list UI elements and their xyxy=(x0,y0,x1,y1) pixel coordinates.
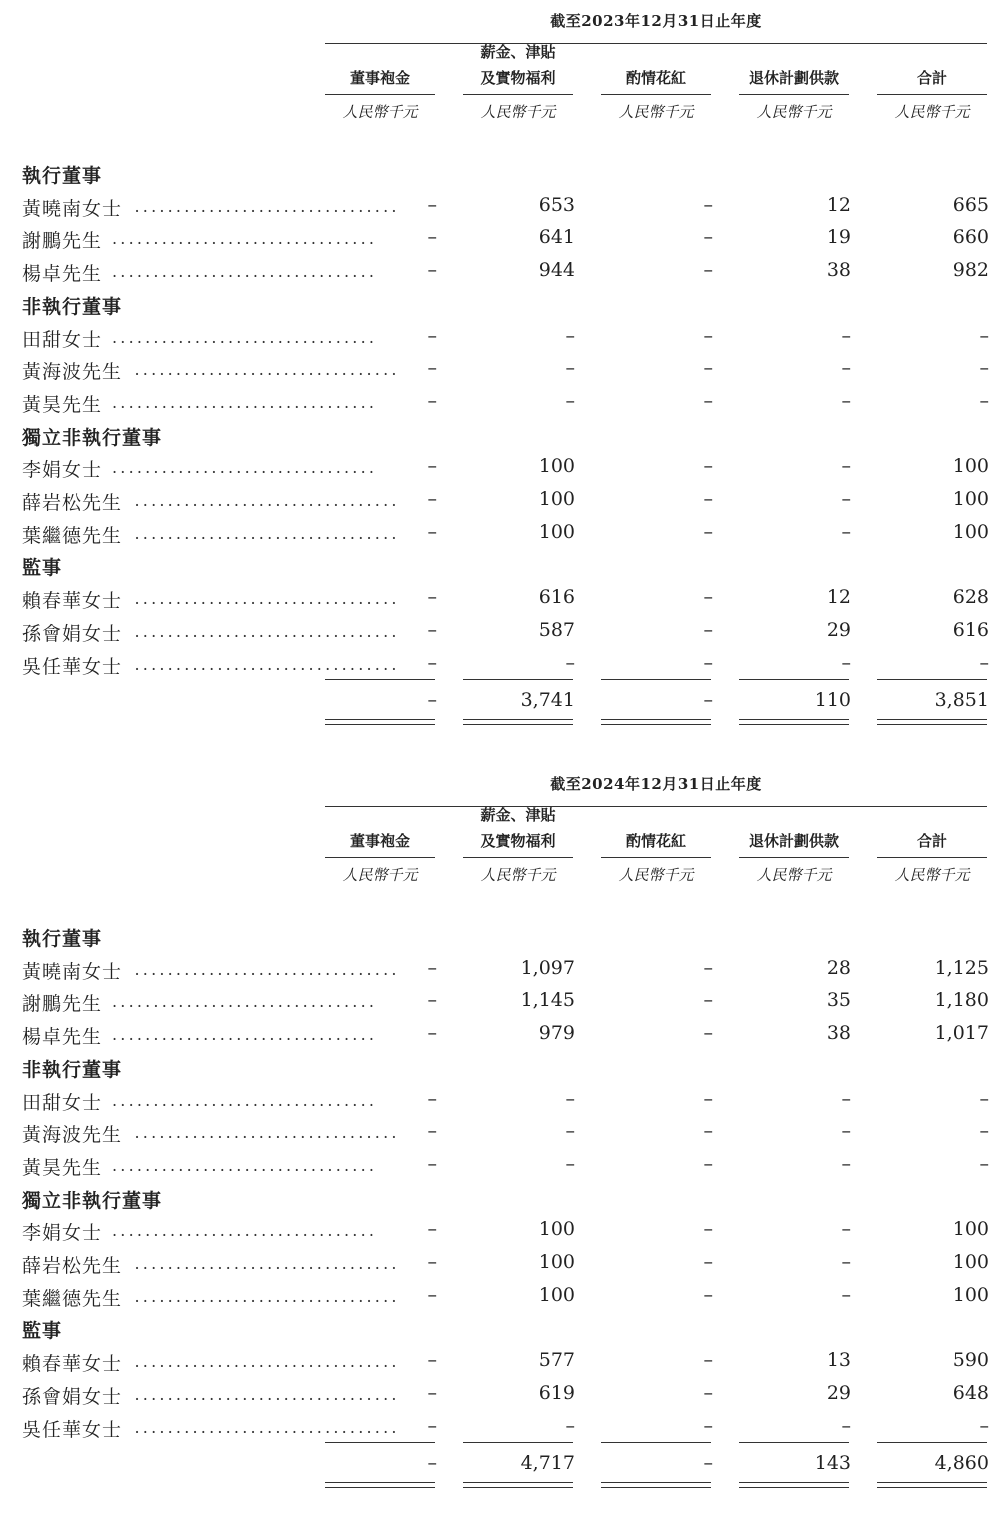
total-cell: 4,717 xyxy=(520,1452,575,1475)
unit-label: 人民幣千元 xyxy=(618,103,694,121)
director-name: 田甜女士 xyxy=(22,328,103,351)
value-cell: 628 xyxy=(952,586,989,609)
total-double-rule xyxy=(601,1482,711,1488)
value-cell: 38 xyxy=(826,259,851,282)
compensation-table-2 xyxy=(0,773,1000,1513)
total-cell: – xyxy=(427,1452,437,1475)
director-name: 黃昊先生 xyxy=(22,1156,103,1179)
subtotal-rule xyxy=(739,1442,849,1443)
value-cell: – xyxy=(703,651,713,674)
subtotal-rule xyxy=(877,1442,987,1443)
director-name: 黃昊先生 xyxy=(22,393,103,416)
section-title: 非執行董事 xyxy=(22,1058,123,1081)
director-name: 田甜女士 xyxy=(22,1091,103,1114)
subtotal-rule xyxy=(601,679,711,680)
leader-dots: ................................ xyxy=(112,229,378,249)
unit-label: 人民幣千元 xyxy=(342,866,418,884)
period-rule xyxy=(325,43,987,44)
unit-label: 人民幣千元 xyxy=(480,866,556,884)
column-header: 合計 xyxy=(916,69,947,87)
subtotal-rule xyxy=(463,1442,573,1443)
value-cell: 944 xyxy=(538,259,575,282)
total-double-rule xyxy=(325,719,435,725)
value-cell: – xyxy=(427,1283,437,1306)
value-cell: – xyxy=(703,1414,713,1437)
total-cell: 110 xyxy=(814,689,851,712)
value-cell: 29 xyxy=(826,1381,851,1404)
total-cell: – xyxy=(427,689,437,712)
value-cell: – xyxy=(427,1218,437,1241)
value-cell: 100 xyxy=(952,455,989,478)
value-cell: – xyxy=(427,1381,437,1404)
value-cell: – xyxy=(841,1283,851,1306)
value-cell: – xyxy=(427,389,437,412)
director-name: 黃海波先生 xyxy=(22,1124,123,1147)
value-cell: – xyxy=(427,651,437,674)
leader-dots: ................................ xyxy=(134,196,400,216)
section-title: 獨立非執行董事 xyxy=(22,1189,163,1212)
period-rule xyxy=(325,806,987,807)
unit-label: 人民幣千元 xyxy=(342,103,418,121)
unit-label: 人民幣千元 xyxy=(756,103,832,121)
value-cell: – xyxy=(841,389,851,412)
total-double-rule xyxy=(325,1482,435,1488)
column-header-rule xyxy=(463,857,573,858)
value-cell: – xyxy=(841,1251,851,1273)
unit-label: 人民幣千元 xyxy=(894,866,970,884)
value-cell: – xyxy=(427,956,437,979)
value-cell: 100 xyxy=(538,520,575,543)
value-cell: – xyxy=(703,1349,713,1372)
leader-dots: ................................ xyxy=(134,1384,400,1404)
column-header: 合計 xyxy=(916,832,947,850)
total-double-rule xyxy=(739,719,849,725)
value-cell: 100 xyxy=(952,520,989,543)
value-cell: 100 xyxy=(538,1283,575,1306)
value-cell: – xyxy=(703,226,713,249)
value-cell: – xyxy=(703,1283,713,1306)
value-cell: – xyxy=(703,488,713,510)
value-cell: 100 xyxy=(538,1251,575,1273)
value-cell: – xyxy=(427,1414,437,1437)
column-header: 退休計劃供款 xyxy=(748,832,839,850)
value-cell: – xyxy=(565,324,575,347)
value-cell: – xyxy=(841,324,851,347)
unit-label: 人民幣千元 xyxy=(480,103,556,121)
column-header-rule xyxy=(877,94,987,95)
value-cell: – xyxy=(703,1152,713,1175)
director-name: 謝鵬先生 xyxy=(22,230,103,253)
total-cell: 143 xyxy=(814,1452,851,1475)
value-cell: – xyxy=(841,1414,851,1437)
director-name: 李娟女士 xyxy=(22,1222,103,1245)
column-header-rule xyxy=(601,94,711,95)
value-cell: 12 xyxy=(826,193,851,216)
leader-dots: ................................ xyxy=(134,1286,400,1306)
value-cell: – xyxy=(703,357,713,380)
director-name: 葉繼德先生 xyxy=(22,524,123,547)
value-cell: 1,017 xyxy=(934,1022,989,1045)
leader-dots: ................................ xyxy=(112,992,378,1012)
column-header: 酌情花紅 xyxy=(625,69,686,87)
value-cell: – xyxy=(703,618,713,641)
director-name: 黃曉南女士 xyxy=(22,960,123,983)
value-cell: – xyxy=(427,1251,437,1273)
value-cell: 982 xyxy=(952,259,989,282)
value-cell: 19 xyxy=(826,226,851,249)
subtotal-rule xyxy=(877,679,987,680)
total-cell: 3,741 xyxy=(520,689,575,712)
section-title: 執行董事 xyxy=(22,165,103,187)
value-cell: – xyxy=(979,324,989,347)
value-cell: 979 xyxy=(538,1022,575,1045)
total-cell: 3,851 xyxy=(934,689,989,712)
value-cell: – xyxy=(427,357,437,380)
value-cell: – xyxy=(427,989,437,1012)
period-heading: 截至2023年12月31日止年度 xyxy=(550,12,762,30)
value-cell: – xyxy=(841,357,851,380)
total-double-rule xyxy=(463,1482,573,1488)
value-cell: – xyxy=(703,586,713,609)
director-name: 吳任華女士 xyxy=(22,655,123,678)
value-cell: 100 xyxy=(952,1251,989,1273)
total-double-rule xyxy=(877,1482,987,1488)
value-cell: – xyxy=(841,1087,851,1110)
value-cell: 38 xyxy=(826,1022,851,1045)
director-name: 葉繼德先生 xyxy=(22,1287,123,1310)
value-cell: 28 xyxy=(826,956,851,979)
value-cell: – xyxy=(427,226,437,249)
director-name: 李娟女士 xyxy=(22,459,103,482)
column-header: 及實物福利 xyxy=(480,69,556,87)
leader-dots: ................................ xyxy=(112,392,378,412)
value-cell: 100 xyxy=(538,455,575,478)
value-cell: – xyxy=(979,389,989,412)
total-double-rule xyxy=(739,1482,849,1488)
column-header-rule xyxy=(739,94,849,95)
director-name: 孫會娟女士 xyxy=(22,622,123,645)
leader-dots: ................................ xyxy=(134,491,400,510)
leader-dots: ................................ xyxy=(134,1123,400,1143)
value-cell: – xyxy=(979,357,989,380)
value-cell: – xyxy=(841,1120,851,1143)
value-cell: 35 xyxy=(826,989,851,1012)
value-cell: – xyxy=(427,324,437,347)
director-name: 黃海波先生 xyxy=(22,361,123,384)
value-cell: 616 xyxy=(952,618,989,641)
value-cell: – xyxy=(703,193,713,216)
director-name: 薛岩松先生 xyxy=(22,1255,123,1277)
column-header: 董事袍金 xyxy=(349,832,410,850)
subtotal-rule xyxy=(601,1442,711,1443)
value-cell: – xyxy=(703,520,713,543)
value-cell: – xyxy=(703,1251,713,1273)
director-name: 楊卓先生 xyxy=(22,263,103,286)
value-cell: – xyxy=(703,324,713,347)
value-cell: 1,125 xyxy=(934,956,989,979)
leader-dots: ................................ xyxy=(134,959,400,979)
unit-label: 人民幣千元 xyxy=(618,866,694,884)
leader-dots: ................................ xyxy=(134,523,400,543)
value-cell: – xyxy=(427,1349,437,1372)
value-cell: – xyxy=(841,651,851,674)
section-title: 非執行董事 xyxy=(22,295,123,318)
director-name: 謝鵬先生 xyxy=(22,993,103,1016)
value-cell: – xyxy=(979,1120,989,1143)
value-cell: – xyxy=(703,455,713,478)
director-name: 黃曉南女士 xyxy=(22,197,123,220)
value-cell: – xyxy=(979,651,989,674)
leader-dots: ................................ xyxy=(134,1254,400,1273)
leader-dots: ................................ xyxy=(112,1155,378,1175)
column-header-rule xyxy=(601,857,711,858)
value-cell: 1,145 xyxy=(520,989,575,1012)
column-header-rule xyxy=(325,857,435,858)
value-cell: 100 xyxy=(952,1283,989,1306)
leader-dots: ................................ xyxy=(112,1025,378,1045)
column-header: 及實物福利 xyxy=(480,832,556,850)
column-header: 酌情花紅 xyxy=(625,832,686,850)
value-cell: 619 xyxy=(538,1381,575,1404)
value-cell: – xyxy=(841,1218,851,1241)
leader-dots: ................................ xyxy=(112,327,378,347)
value-cell: 648 xyxy=(952,1381,989,1404)
value-cell: 653 xyxy=(538,193,575,216)
total-cell: – xyxy=(703,1452,713,1475)
value-cell: 29 xyxy=(826,618,851,641)
section-title: 執行董事 xyxy=(22,928,103,950)
leader-dots: ................................ xyxy=(112,1221,378,1241)
director-name: 孫會娟女士 xyxy=(22,1385,123,1408)
column-header-rule xyxy=(877,857,987,858)
value-cell: – xyxy=(427,520,437,543)
leader-dots: ................................ xyxy=(112,262,378,282)
subtotal-rule xyxy=(325,679,435,680)
value-cell: – xyxy=(427,1152,437,1175)
value-cell: – xyxy=(703,259,713,282)
value-cell: – xyxy=(703,1087,713,1110)
section-title: 監事 xyxy=(22,557,63,580)
value-cell: 100 xyxy=(952,488,989,510)
column-header: 退休計劃供款 xyxy=(748,69,839,87)
value-cell: 660 xyxy=(952,226,989,249)
director-name: 楊卓先生 xyxy=(22,1026,103,1049)
value-cell: – xyxy=(427,193,437,216)
value-cell: – xyxy=(427,1022,437,1045)
value-cell: – xyxy=(703,1218,713,1241)
leader-dots: ................................ xyxy=(112,458,378,478)
value-cell: – xyxy=(565,389,575,412)
subtotal-rule xyxy=(739,679,849,680)
value-cell: – xyxy=(703,389,713,412)
director-name: 賴春華女士 xyxy=(22,590,123,613)
director-name: 吳任華女士 xyxy=(22,1418,123,1441)
total-cell: – xyxy=(703,689,713,712)
subtotal-rule xyxy=(325,1442,435,1443)
value-cell: 587 xyxy=(538,618,575,641)
value-cell: 12 xyxy=(826,586,851,609)
value-cell: 616 xyxy=(538,586,575,609)
value-cell: – xyxy=(427,586,437,609)
value-cell: – xyxy=(565,1414,575,1437)
column-header-rule xyxy=(325,94,435,95)
unit-label: 人民幣千元 xyxy=(894,103,970,121)
value-cell: – xyxy=(565,357,575,380)
value-cell: 13 xyxy=(826,1349,851,1372)
unit-label: 人民幣千元 xyxy=(756,866,832,884)
value-cell: – xyxy=(841,455,851,478)
value-cell: – xyxy=(565,1087,575,1110)
leader-dots: ................................ xyxy=(112,1090,378,1110)
value-cell: 590 xyxy=(952,1349,989,1372)
director-name: 薛岩松先生 xyxy=(22,492,123,514)
leader-dots: ................................ xyxy=(134,589,400,609)
value-cell: – xyxy=(841,488,851,510)
total-double-rule xyxy=(877,719,987,725)
director-name: 賴春華女士 xyxy=(22,1353,123,1376)
section-title: 監事 xyxy=(22,1320,63,1343)
leader-dots: ................................ xyxy=(134,360,400,380)
compensation-table-1 xyxy=(0,10,1000,750)
value-cell: 100 xyxy=(952,1218,989,1241)
value-cell: – xyxy=(427,488,437,510)
value-cell: – xyxy=(703,1120,713,1143)
value-cell: 665 xyxy=(952,193,989,216)
value-cell: – xyxy=(979,1414,989,1437)
value-cell: – xyxy=(565,651,575,674)
value-cell: – xyxy=(703,1022,713,1045)
value-cell: – xyxy=(703,1381,713,1404)
leader-dots: ................................ xyxy=(134,1352,400,1372)
value-cell: – xyxy=(427,1120,437,1143)
value-cell: – xyxy=(427,618,437,641)
leader-dots: ................................ xyxy=(134,621,400,641)
value-cell: – xyxy=(427,455,437,478)
total-double-rule xyxy=(463,719,573,725)
leader-dots: ................................ xyxy=(134,1417,400,1437)
value-cell: – xyxy=(979,1152,989,1175)
value-cell: 1,097 xyxy=(520,956,575,979)
value-cell: 641 xyxy=(538,226,575,249)
subtotal-rule xyxy=(463,679,573,680)
value-cell: 577 xyxy=(538,1349,575,1372)
column-header-rule xyxy=(463,94,573,95)
value-cell: – xyxy=(979,1087,989,1110)
value-cell: 100 xyxy=(538,1218,575,1241)
value-cell: – xyxy=(703,956,713,979)
column-header-line1: 薪金、津貼 xyxy=(480,806,556,824)
value-cell: – xyxy=(565,1120,575,1143)
column-header: 董事袍金 xyxy=(349,69,410,87)
leader-dots: ................................ xyxy=(134,654,400,674)
column-header-line1: 薪金、津貼 xyxy=(480,43,556,61)
value-cell: 100 xyxy=(538,488,575,510)
section-title: 獨立非執行董事 xyxy=(22,426,163,449)
total-double-rule xyxy=(601,719,711,725)
column-header-rule xyxy=(739,857,849,858)
value-cell: – xyxy=(427,1087,437,1110)
value-cell: – xyxy=(841,520,851,543)
value-cell: – xyxy=(841,1152,851,1175)
value-cell: – xyxy=(703,989,713,1012)
value-cell: 1,180 xyxy=(934,989,989,1012)
value-cell: – xyxy=(427,259,437,282)
value-cell: – xyxy=(565,1152,575,1175)
period-heading: 截至2024年12月31日止年度 xyxy=(550,775,762,793)
total-cell: 4,860 xyxy=(934,1452,989,1475)
